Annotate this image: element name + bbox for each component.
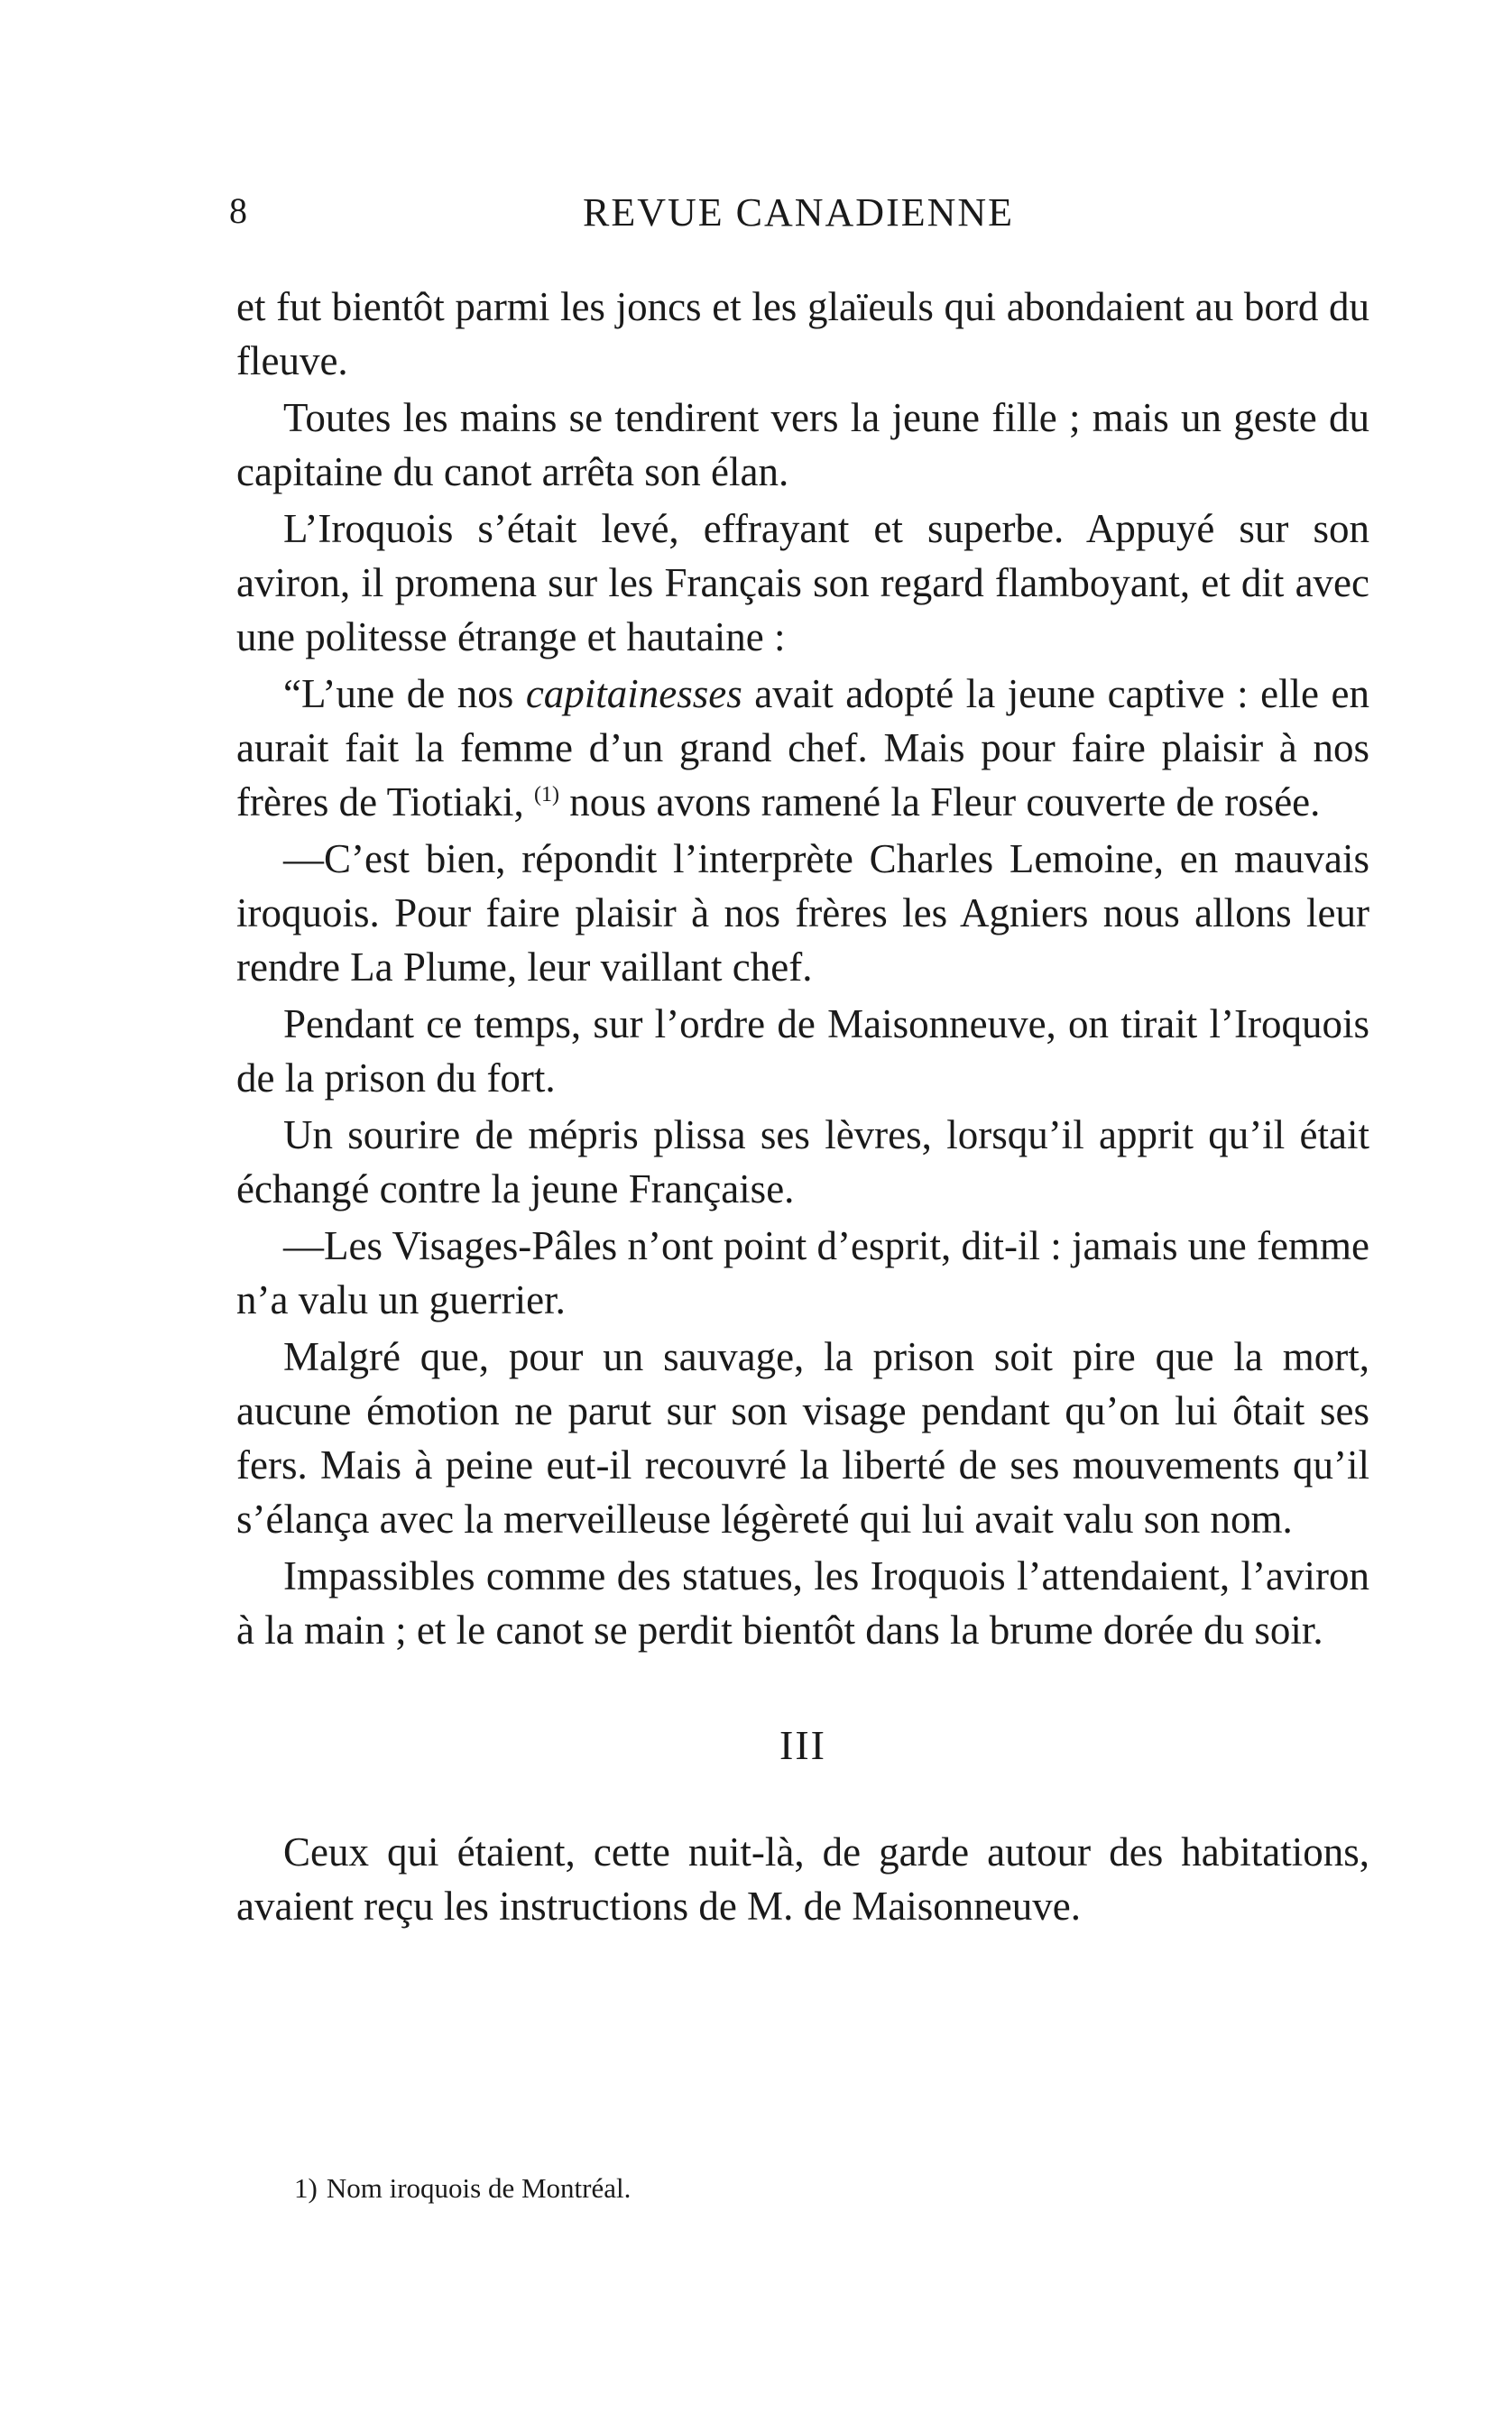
quote-end: nous avons ramené la Fleur couverte de rosée.	[569, 779, 1321, 825]
footnote	[294, 2172, 631, 2205]
paragraph: Impassibles comme des statues, les Iroquois l’attendaient, l’aviron à la main ; et le canot se perdit bientôt dans la brume dorée du soir.	[236, 1553, 1369, 1653]
quote-continued: avait adopté la jeune captive : elle en aurait fait la femme d’un grand chef. Mais pour faire plaisir à nos frères de Tiotiaki,	[236, 671, 1370, 825]
italic-term: capitainesses	[525, 671, 742, 716]
paragraph: —Les Visages-Pâles n’ont point d’esprit, dit-il : jamais une femme n’a valu un guerrier.	[236, 1223, 1369, 1322]
paragraph: Malgré que, pour un sauvage, la prison soit pire que la mort, aucune émotion ne parut sur son visage pendant qu’on lui ôtait ses fers. Mais à peine eut-il recouvré la liberté de ses mouvements qu’il s’élança avec la merveilleuse légèreté qui lui avait valu son nom.	[236, 1334, 1369, 1542]
page-header	[229, 189, 1368, 244]
paragraph: Toutes les mains se tendirent vers la jeune fille ; mais un geste du capitaine du canot arrêta son élan.	[236, 395, 1369, 494]
paragraph: Pendant ce temps, sur l’ordre de Maisonneuve, on tirait l’Iroquois de la prison du fort.	[236, 1001, 1369, 1101]
footnote-reference: (1)	[533, 783, 559, 806]
paragraph: Un sourire de mépris plissa ses lèvres, lorsqu’il apprit qu’il était échangé contre la jeune Française.	[236, 1112, 1369, 1212]
page-number: 8	[229, 190, 247, 231]
footnote-text: Nom iroquois de Montréal.	[326, 2172, 632, 2204]
body-text	[236, 280, 1369, 1933]
section-heading: III	[779, 1722, 826, 1768]
paragraph: —C’est bien, répondit l’interprète Charles Lemoine, en mauvais iroquois. Pour faire plaisir à nos frères les Agniers nous allons leur rendre La Plume, leur vaillant chef.	[236, 836, 1369, 990]
paragraph: et fut bientôt parmi les joncs et les glaïeuls qui abondaient au bord du fleuve.	[236, 284, 1369, 383]
paragraph: Ceux qui étaient, cette nuit-là, de garde autour des habitations, avaient reçu les instructions de M. de Maisonneuve.	[236, 1829, 1369, 1929]
quote-opening: “L’une de nos	[283, 671, 514, 716]
paragraph: L’Iroquois s’était levé, effrayant et superbe. Appuyé sur son aviron, il promena sur les Français son regard flamboyant, et dit avec une politesse étrange et hautaine :	[236, 506, 1369, 659]
running-title: REVUE CANADIENNE	[582, 190, 1015, 235]
footnote-number: 1)	[294, 2172, 318, 2204]
paragraph-quote	[236, 667, 1369, 829]
